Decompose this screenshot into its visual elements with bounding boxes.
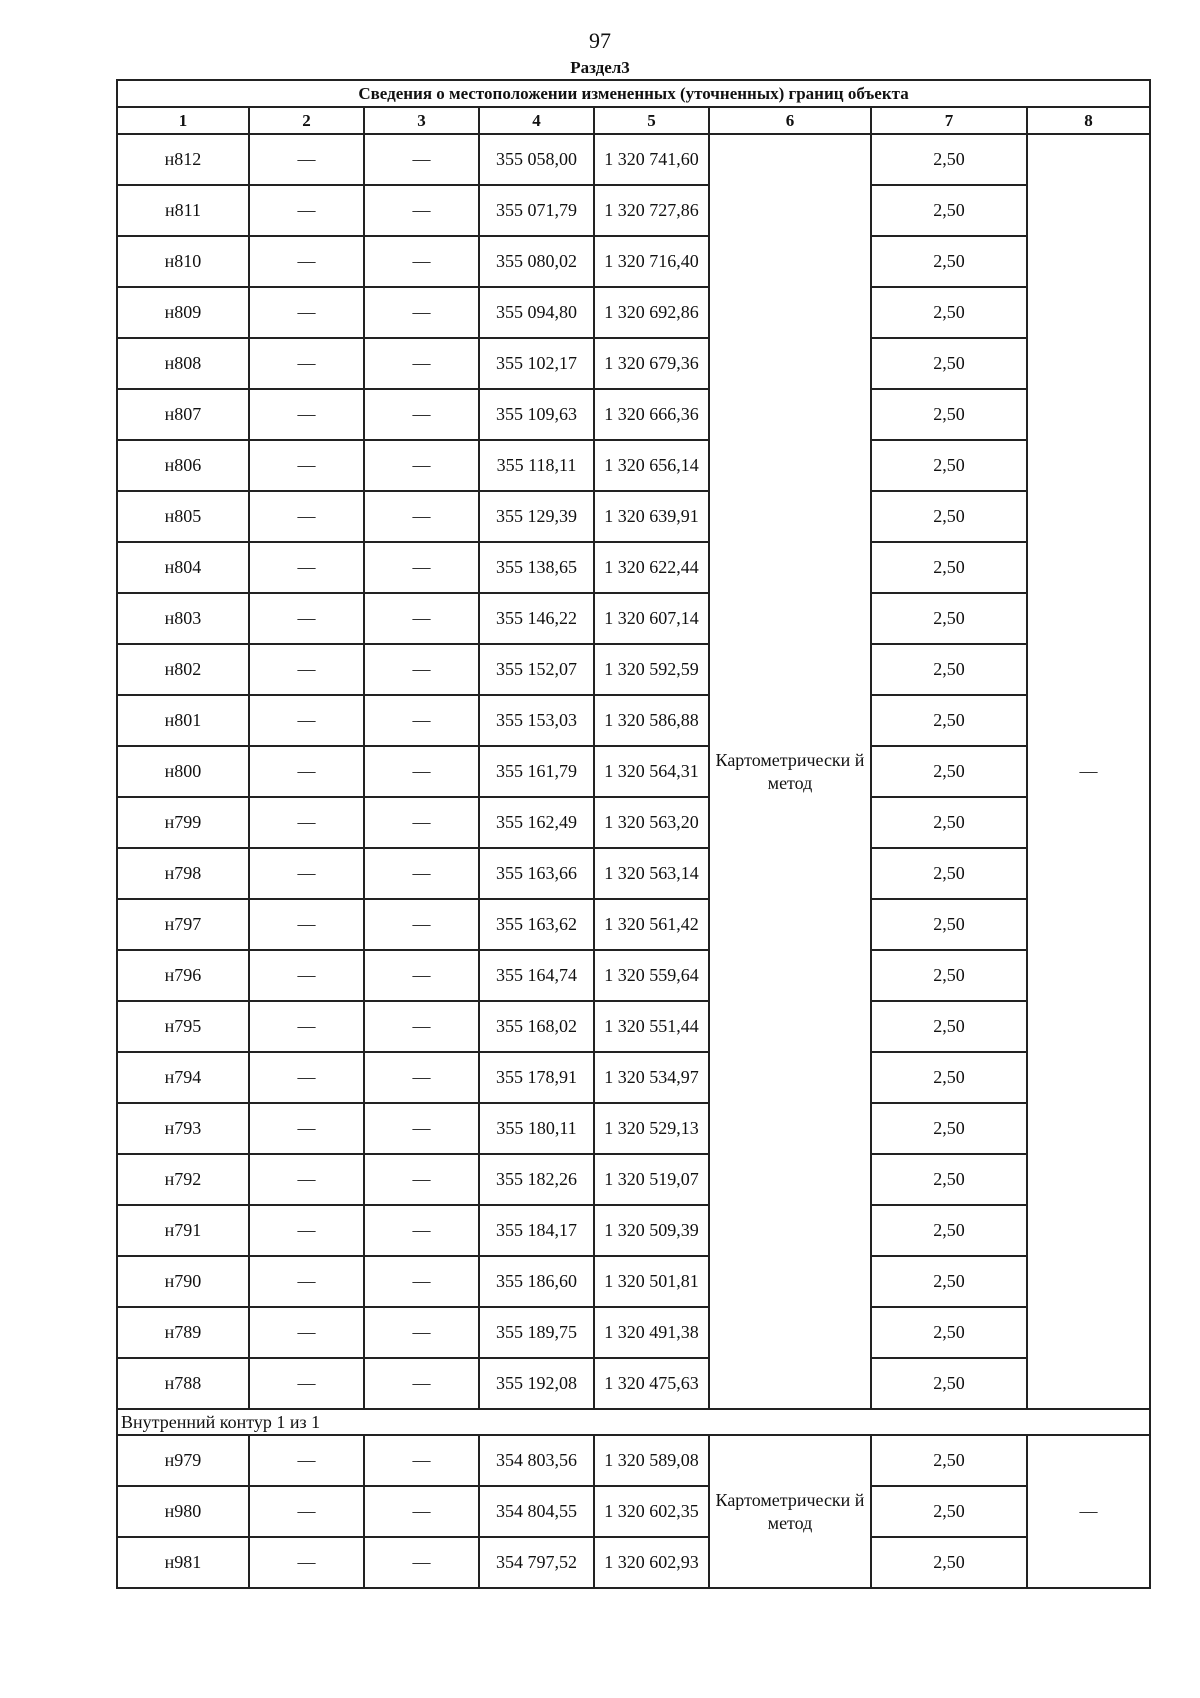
table-row — [117, 185, 1150, 236]
table-row — [117, 1001, 1150, 1052]
accuracy-cell: 2,50 — [871, 1307, 1027, 1358]
y-coordinate-cell: 1 320 564,31 — [594, 746, 709, 797]
table-row — [117, 1256, 1150, 1307]
y-coordinate-cell: 1 320 622,44 — [594, 542, 709, 593]
y-coordinate-cell: 1 320 692,86 — [594, 287, 709, 338]
accuracy-cell: 2,50 — [871, 440, 1027, 491]
column-3-cell: — — [364, 389, 479, 440]
point-name-cell: н980 — [117, 1486, 249, 1537]
accuracy-cell: 2,50 — [871, 1103, 1027, 1154]
x-coordinate-cell: 355 080,02 — [479, 236, 594, 287]
y-coordinate-cell: 1 320 519,07 — [594, 1154, 709, 1205]
table-row — [117, 1307, 1150, 1358]
point-name-cell: н810 — [117, 236, 249, 287]
accuracy-cell: 2,50 — [871, 797, 1027, 848]
accuracy-cell: 2,50 — [871, 1486, 1027, 1537]
accuracy-cell: 2,50 — [871, 1358, 1027, 1409]
accuracy-cell: 2,50 — [871, 950, 1027, 1001]
point-name-cell: н799 — [117, 797, 249, 848]
point-name-cell: н788 — [117, 1358, 249, 1409]
y-coordinate-cell: 1 320 559,64 — [594, 950, 709, 1001]
table-row — [117, 1486, 1150, 1537]
table-row — [117, 1052, 1150, 1103]
y-coordinate-cell: 1 320 509,39 — [594, 1205, 709, 1256]
column-2-cell: — — [249, 1435, 364, 1486]
point-name-cell: н790 — [117, 1256, 249, 1307]
table-row — [117, 1154, 1150, 1205]
y-coordinate-cell: 1 320 716,40 — [594, 236, 709, 287]
column-3-cell: — — [364, 185, 479, 236]
table-body — [117, 134, 1150, 1588]
point-name-cell: н791 — [117, 1205, 249, 1256]
accuracy-cell: 2,50 — [871, 338, 1027, 389]
column-3-cell: — — [364, 797, 479, 848]
column-3-cell: — — [364, 644, 479, 695]
table-row — [117, 1103, 1150, 1154]
y-coordinate-cell: 1 320 529,13 — [594, 1103, 709, 1154]
column-2-cell: — — [249, 287, 364, 338]
accuracy-cell: 2,50 — [871, 1154, 1027, 1205]
y-coordinate-cell: 1 320 501,81 — [594, 1256, 709, 1307]
y-coordinate-cell: 1 320 563,14 — [594, 848, 709, 899]
column-number-row — [117, 107, 1150, 134]
table-row — [117, 491, 1150, 542]
column-2-cell: — — [249, 440, 364, 491]
point-name-cell: н981 — [117, 1537, 249, 1588]
y-coordinate-cell: 1 320 491,38 — [594, 1307, 709, 1358]
column-3-cell: — — [364, 1205, 479, 1256]
accuracy-cell: 2,50 — [871, 1205, 1027, 1256]
x-coordinate-cell: 355 058,00 — [479, 134, 594, 185]
column-2-cell: — — [249, 389, 364, 440]
y-coordinate-cell: 1 320 741,60 — [594, 134, 709, 185]
x-coordinate-cell: 355 153,03 — [479, 695, 594, 746]
column-8-cell: — — [1027, 1435, 1150, 1588]
column-3-cell: — — [364, 440, 479, 491]
x-coordinate-cell: 355 162,49 — [479, 797, 594, 848]
column-2-cell: — — [249, 797, 364, 848]
table-row — [117, 338, 1150, 389]
column-3-cell: — — [364, 1154, 479, 1205]
x-coordinate-cell: 355 186,60 — [479, 1256, 594, 1307]
x-coordinate-cell: 355 071,79 — [479, 185, 594, 236]
column-3-cell: — — [364, 338, 479, 389]
accuracy-cell: 2,50 — [871, 491, 1027, 542]
x-coordinate-cell: 355 192,08 — [479, 1358, 594, 1409]
accuracy-cell: 2,50 — [871, 695, 1027, 746]
column-number: 5 — [594, 107, 709, 134]
point-name-cell: н797 — [117, 899, 249, 950]
accuracy-cell: 2,50 — [871, 134, 1027, 185]
method-cell: Картометрически й метод — [709, 134, 871, 1409]
x-coordinate-cell: 355 102,17 — [479, 338, 594, 389]
accuracy-cell: 2,50 — [871, 644, 1027, 695]
accuracy-cell: 2,50 — [871, 185, 1027, 236]
y-coordinate-cell: 1 320 561,42 — [594, 899, 709, 950]
x-coordinate-cell: 355 182,26 — [479, 1154, 594, 1205]
y-coordinate-cell: 1 320 586,88 — [594, 695, 709, 746]
table-row — [117, 542, 1150, 593]
y-coordinate-cell: 1 320 602,93 — [594, 1537, 709, 1588]
column-2-cell: — — [249, 746, 364, 797]
point-name-cell: н807 — [117, 389, 249, 440]
column-2-cell: — — [249, 134, 364, 185]
column-number: 2 — [249, 107, 364, 134]
x-coordinate-cell: 355 163,62 — [479, 899, 594, 950]
column-3-cell: — — [364, 1103, 479, 1154]
column-2-cell: — — [249, 491, 364, 542]
column-2-cell: — — [249, 848, 364, 899]
x-coordinate-cell: 355 163,66 — [479, 848, 594, 899]
column-3-cell: — — [364, 1537, 479, 1588]
accuracy-cell: 2,50 — [871, 1052, 1027, 1103]
x-coordinate-cell: 355 178,91 — [479, 1052, 594, 1103]
accuracy-cell: 2,50 — [871, 542, 1027, 593]
point-name-cell: н798 — [117, 848, 249, 899]
point-name-cell: н802 — [117, 644, 249, 695]
column-2-cell: — — [249, 695, 364, 746]
point-name-cell: н805 — [117, 491, 249, 542]
column-2-cell: — — [249, 1486, 364, 1537]
point-name-cell: н803 — [117, 593, 249, 644]
column-2-cell: — — [249, 950, 364, 1001]
y-coordinate-cell: 1 320 666,36 — [594, 389, 709, 440]
y-coordinate-cell: 1 320 475,63 — [594, 1358, 709, 1409]
point-name-cell: н789 — [117, 1307, 249, 1358]
contour-label-row — [117, 1409, 1150, 1435]
accuracy-cell: 2,50 — [871, 389, 1027, 440]
y-coordinate-cell: 1 320 602,35 — [594, 1486, 709, 1537]
y-coordinate-cell: 1 320 639,91 — [594, 491, 709, 542]
method-cell: Картометрически й метод — [709, 1435, 871, 1588]
column-3-cell: — — [364, 1256, 479, 1307]
accuracy-cell: 2,50 — [871, 899, 1027, 950]
table-row — [117, 1358, 1150, 1409]
point-name-cell: н809 — [117, 287, 249, 338]
column-2-cell: — — [249, 1205, 364, 1256]
point-name-cell: н808 — [117, 338, 249, 389]
column-3-cell: — — [364, 134, 479, 185]
accuracy-cell: 2,50 — [871, 593, 1027, 644]
x-coordinate-cell: 355 189,75 — [479, 1307, 594, 1358]
column-3-cell: — — [364, 1052, 479, 1103]
y-coordinate-cell: 1 320 656,14 — [594, 440, 709, 491]
y-coordinate-cell: 1 320 592,59 — [594, 644, 709, 695]
table-row — [117, 746, 1150, 797]
x-coordinate-cell: 355 094,80 — [479, 287, 594, 338]
y-coordinate-cell: 1 320 589,08 — [594, 1435, 709, 1486]
accuracy-cell: 2,50 — [871, 1001, 1027, 1052]
x-coordinate-cell: 355 161,79 — [479, 746, 594, 797]
table-row — [117, 644, 1150, 695]
x-coordinate-cell: 355 129,39 — [479, 491, 594, 542]
section-title: Раздел3 — [570, 58, 630, 77]
column-3-cell: — — [364, 1307, 479, 1358]
column-3-cell: — — [364, 1001, 479, 1052]
column-3-cell: — — [364, 1486, 479, 1537]
table-row — [117, 1435, 1150, 1486]
point-name-cell: н804 — [117, 542, 249, 593]
page-number: 97 — [589, 28, 611, 53]
column-2-cell: — — [249, 542, 364, 593]
table-row — [117, 389, 1150, 440]
column-3-cell: — — [364, 1358, 479, 1409]
x-coordinate-cell: 354 803,56 — [479, 1435, 594, 1486]
column-3-cell: — — [364, 746, 479, 797]
column-number: 8 — [1027, 107, 1150, 134]
column-3-cell: — — [364, 950, 479, 1001]
column-2-cell: — — [249, 1103, 364, 1154]
inner-contour-label: Внутренний контур 1 из 1 — [117, 1409, 1150, 1435]
point-name-cell: н793 — [117, 1103, 249, 1154]
accuracy-cell: 2,50 — [871, 746, 1027, 797]
x-coordinate-cell: 355 164,74 — [479, 950, 594, 1001]
column-3-cell: — — [364, 695, 479, 746]
y-coordinate-cell: 1 320 727,86 — [594, 185, 709, 236]
point-name-cell: н812 — [117, 134, 249, 185]
column-2-cell: — — [249, 644, 364, 695]
column-number: 6 — [709, 107, 871, 134]
table-caption: Сведения о местоположении измененных (уточненных) границ объекта — [117, 80, 1150, 107]
column-2-cell: — — [249, 1154, 364, 1205]
x-coordinate-cell: 354 797,52 — [479, 1537, 594, 1588]
point-name-cell: н795 — [117, 1001, 249, 1052]
x-coordinate-cell: 355 146,22 — [479, 593, 594, 644]
table-row — [117, 236, 1150, 287]
x-coordinate-cell: 355 184,17 — [479, 1205, 594, 1256]
point-name-cell: н794 — [117, 1052, 249, 1103]
column-number: 1 — [117, 107, 249, 134]
x-coordinate-cell: 354 804,55 — [479, 1486, 594, 1537]
table-row — [117, 950, 1150, 1001]
table-row — [117, 848, 1150, 899]
x-coordinate-cell: 355 118,11 — [479, 440, 594, 491]
table-row — [117, 1537, 1150, 1588]
column-2-cell: — — [249, 899, 364, 950]
table-row — [117, 797, 1150, 848]
x-coordinate-cell: 355 180,11 — [479, 1103, 594, 1154]
accuracy-cell: 2,50 — [871, 287, 1027, 338]
x-coordinate-cell: 355 138,65 — [479, 542, 594, 593]
table-row — [117, 695, 1150, 746]
accuracy-cell: 2,50 — [871, 1537, 1027, 1588]
column-2-cell: — — [249, 1537, 364, 1588]
column-2-cell: — — [249, 1358, 364, 1409]
column-2-cell: — — [249, 593, 364, 644]
table-row — [117, 134, 1150, 185]
column-2-cell: — — [249, 1256, 364, 1307]
point-name-cell: н806 — [117, 440, 249, 491]
column-number: 4 — [479, 107, 594, 134]
y-coordinate-cell: 1 320 534,97 — [594, 1052, 709, 1103]
column-2-cell: — — [249, 236, 364, 287]
table-row — [117, 287, 1150, 338]
table-row — [117, 440, 1150, 491]
column-3-cell: — — [364, 236, 479, 287]
x-coordinate-cell: 355 152,07 — [479, 644, 594, 695]
column-3-cell: — — [364, 542, 479, 593]
column-2-cell: — — [249, 1001, 364, 1052]
accuracy-cell: 2,50 — [871, 1256, 1027, 1307]
column-3-cell: — — [364, 848, 479, 899]
point-name-cell: н800 — [117, 746, 249, 797]
point-name-cell: н801 — [117, 695, 249, 746]
table-row — [117, 593, 1150, 644]
table-row — [117, 1205, 1150, 1256]
column-2-cell: — — [249, 1307, 364, 1358]
accuracy-cell: 2,50 — [871, 236, 1027, 287]
x-coordinate-cell: 355 109,63 — [479, 389, 594, 440]
column-3-cell: — — [364, 491, 479, 542]
table-row — [117, 899, 1150, 950]
coordinates-table — [116, 79, 1151, 1589]
column-3-cell: — — [364, 593, 479, 644]
y-coordinate-cell: 1 320 679,36 — [594, 338, 709, 389]
x-coordinate-cell: 355 168,02 — [479, 1001, 594, 1052]
column-3-cell: — — [364, 287, 479, 338]
column-3-cell: — — [364, 899, 479, 950]
point-name-cell: н979 — [117, 1435, 249, 1486]
column-3-cell: — — [364, 1435, 479, 1486]
y-coordinate-cell: 1 320 551,44 — [594, 1001, 709, 1052]
y-coordinate-cell: 1 320 607,14 — [594, 593, 709, 644]
accuracy-cell: 2,50 — [871, 848, 1027, 899]
accuracy-cell: 2,50 — [871, 1435, 1027, 1486]
point-name-cell: н811 — [117, 185, 249, 236]
column-number: 7 — [871, 107, 1027, 134]
point-name-cell: н796 — [117, 950, 249, 1001]
column-8-cell: — — [1027, 134, 1150, 1409]
column-number: 3 — [364, 107, 479, 134]
column-2-cell: — — [249, 185, 364, 236]
point-name-cell: н792 — [117, 1154, 249, 1205]
column-2-cell: — — [249, 338, 364, 389]
column-2-cell: — — [249, 1052, 364, 1103]
y-coordinate-cell: 1 320 563,20 — [594, 797, 709, 848]
